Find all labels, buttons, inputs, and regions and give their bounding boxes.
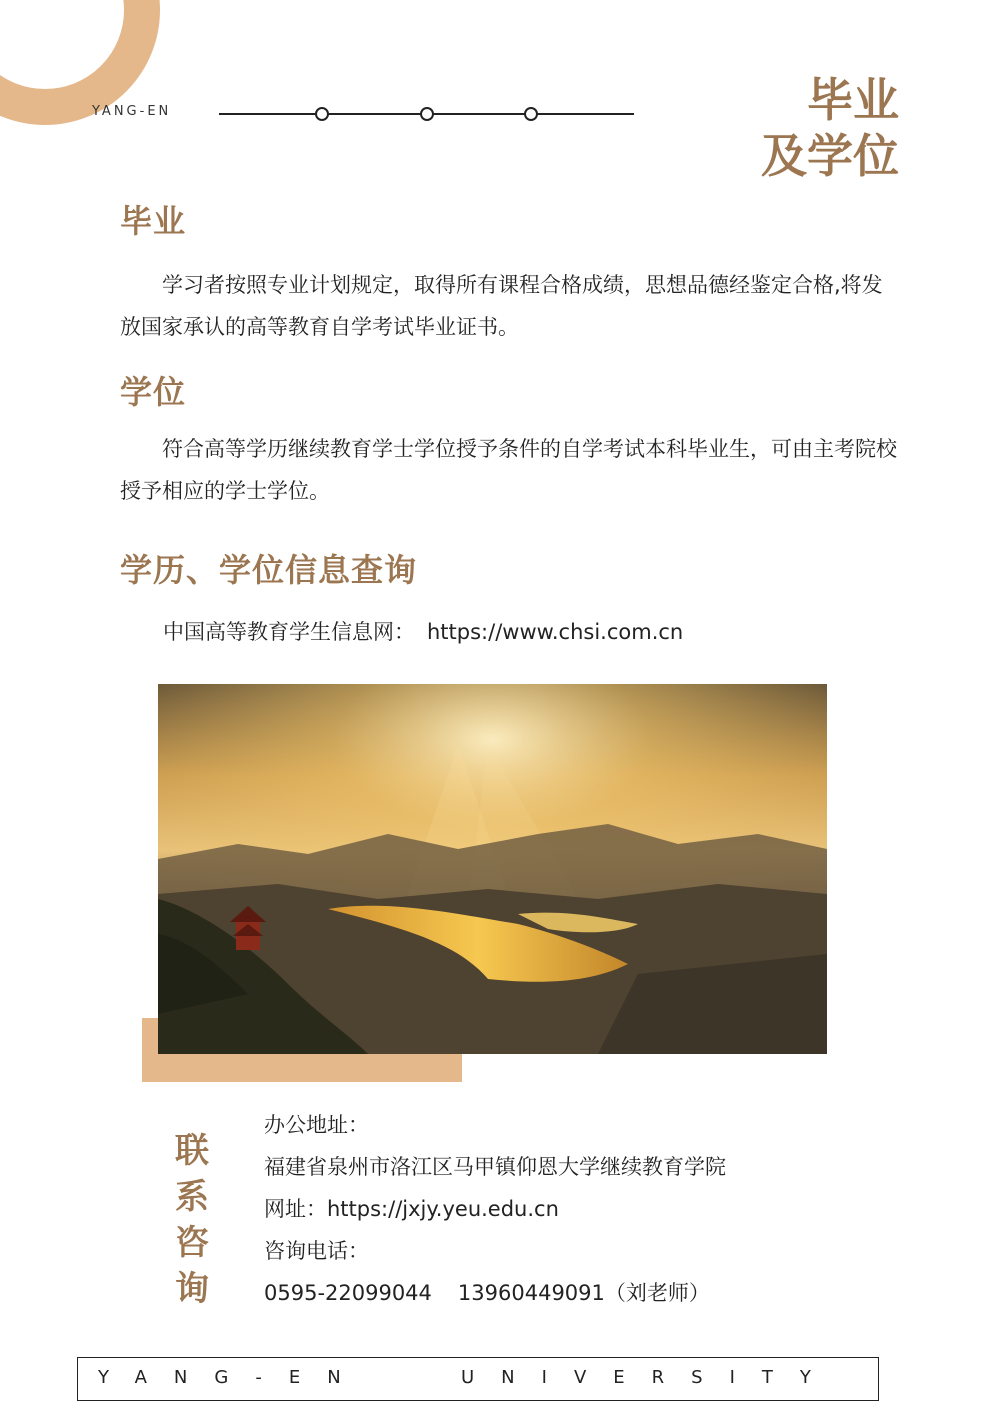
page-title-line1: 毕业 xyxy=(807,73,899,127)
footer-banner xyxy=(77,1357,879,1401)
contact-heading-char: 联 xyxy=(175,1131,209,1171)
footer-right-text: UNIVERSITY xyxy=(461,1367,838,1388)
phone-number-1[interactable]: 0595-22099044 xyxy=(264,1281,432,1305)
website-link[interactable]: 网址：https://jxjy.yeu.edu.cn xyxy=(264,1197,559,1221)
section-heading-query: 学历、学位信息查询 xyxy=(120,551,418,589)
landscape-photo xyxy=(158,684,827,1054)
graduation-paragraph: 学习者按照专业计划规定，取得所有课程合格成绩，思想品德经鉴定合格,将发放国家承认的高等教育自学考试毕业证书。 xyxy=(120,273,883,339)
phone-label: 咨询电话： xyxy=(264,1239,369,1263)
address-text: 福建省泉州市洛江区马甲镇仰恩大学继续教育学院 xyxy=(264,1155,726,1179)
degree-paragraph: 符合高等学历继续教育学士学位授予条件的自学考试本科毕业生，可由主考院校授予相应的学士学位。 xyxy=(120,437,897,503)
contact-info xyxy=(264,1104,726,1314)
page-title-line2: 及学位 xyxy=(761,129,899,183)
contact-heading-char: 询 xyxy=(175,1269,209,1309)
query-line xyxy=(163,616,683,646)
query-label: 中国高等教育学生信息网： xyxy=(163,620,415,644)
section-heading-graduation: 毕业 xyxy=(120,202,187,240)
footer-left-text: YANG-EN xyxy=(98,1367,368,1388)
phone-number-2[interactable]: 13960449091（刘老师） xyxy=(457,1281,710,1305)
brand-label: YANG-EN xyxy=(92,104,172,119)
section-heading-degree: 学位 xyxy=(120,373,187,411)
page-title xyxy=(761,72,899,184)
contact-heading-char: 系 xyxy=(175,1177,209,1217)
phone-numbers xyxy=(264,1272,726,1314)
address-label: 办公地址： xyxy=(264,1113,369,1137)
contact-heading xyxy=(172,1128,212,1312)
contact-heading-char: 咨 xyxy=(175,1223,209,1263)
decorative-timeline xyxy=(219,106,634,122)
query-url-link[interactable]: https://www.chsi.com.cn xyxy=(427,620,684,644)
